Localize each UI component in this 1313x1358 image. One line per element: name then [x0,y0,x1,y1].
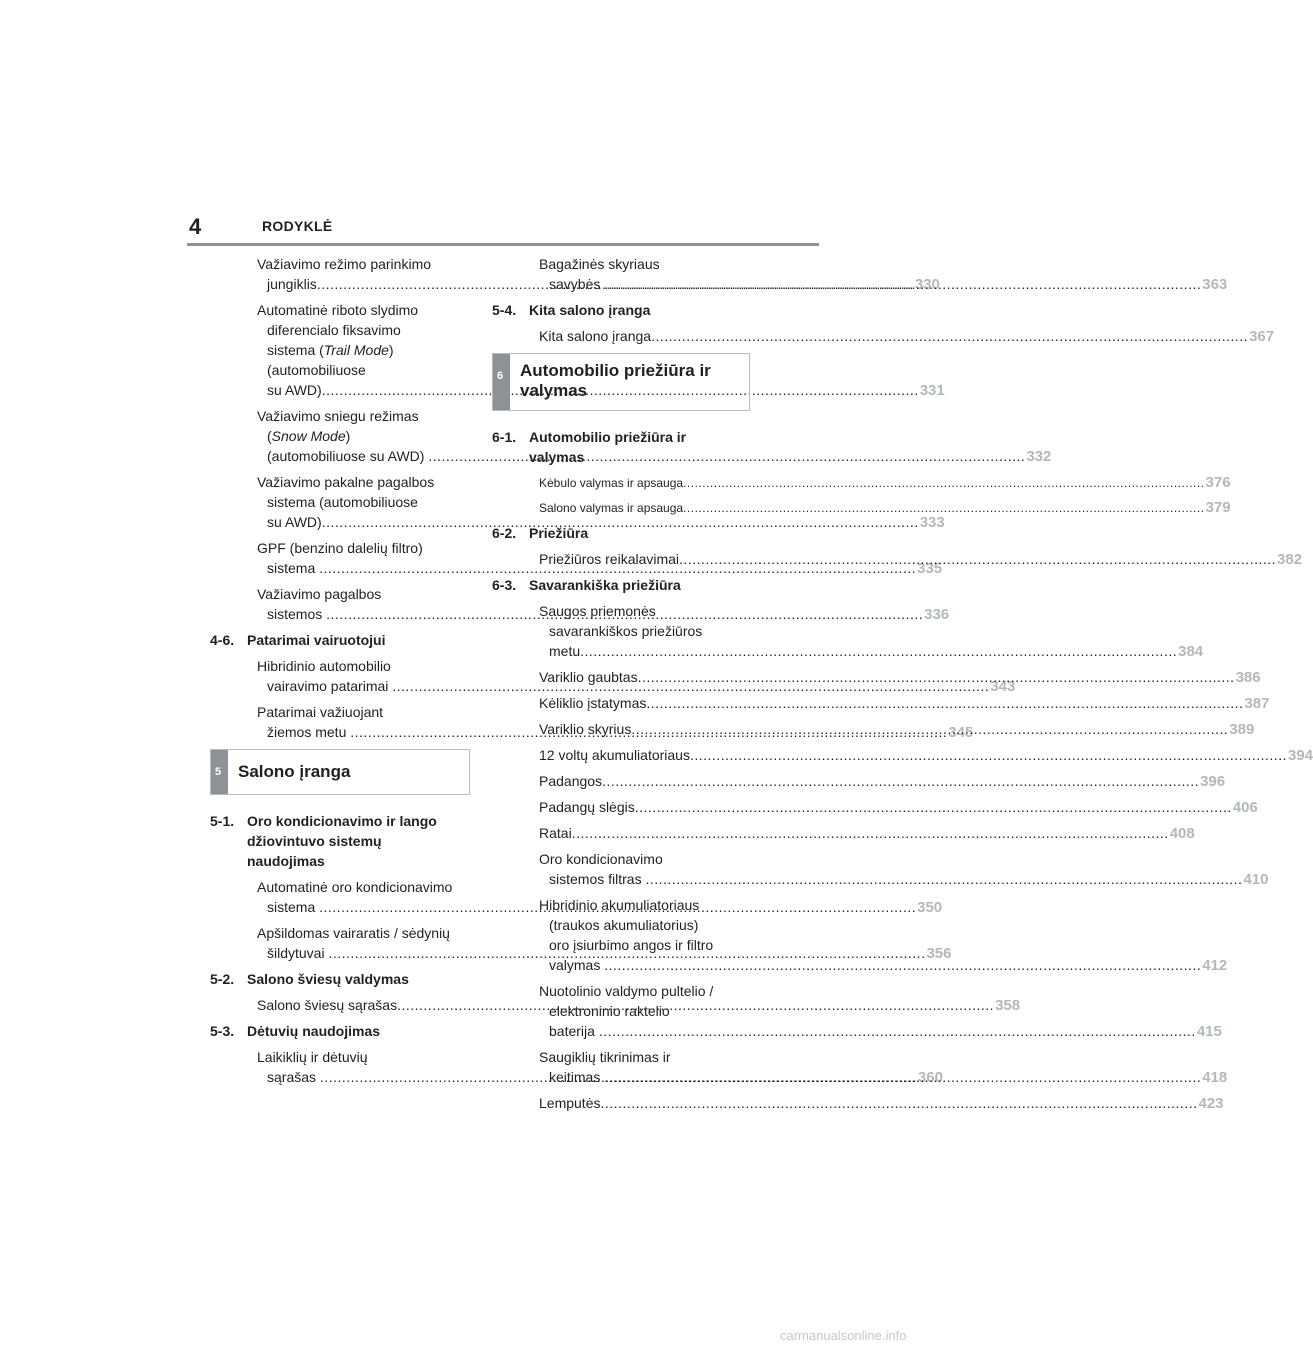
chapter-number: 5 [215,766,222,778]
page-number-link[interactable]: 333 [919,514,945,531]
entry-text: su AWD) [267,382,322,398]
entry-text-line: (Snow Mode) [267,428,351,444]
entry-text: Ratai [539,825,572,841]
entry-text-line: Automatinė oro kondicionavimo [257,879,453,895]
entry-text: šildytuvai [267,945,329,961]
section-title-line: džiovintuvo sistemų [247,833,382,849]
entry-text: Kėliklio įstatymas [539,695,647,711]
entry-last-line [539,326,1275,347]
page-number-link[interactable]: 356 [926,945,952,962]
page-number-link[interactable]: 335 [917,560,943,577]
page-number-link[interactable]: 418 [1202,1069,1228,1086]
entry-text-line: elektroninio raktelio [549,1003,670,1019]
entry-text: vairavimo patarimai [267,678,393,694]
dot-leader [604,1069,1201,1085]
section-title-line: Salono šviesų valdymas [247,971,409,987]
entry-last-line [539,797,1258,818]
toc-entry[interactable] [492,745,1313,766]
page-number-link[interactable]: 382 [1277,551,1303,568]
entry-text: Variklio skyrius [539,721,632,737]
entry-text: Variklio gaubtas [539,669,638,685]
section-number: 6-2. [492,525,517,541]
section-title-line: Patarimai vairuotojui [247,632,386,648]
toc-entry[interactable] [492,693,1270,714]
section-number: 4-6. [210,632,235,648]
entry-text-line: diferencialo fiksavimo [267,322,401,338]
toc-entry[interactable] [492,326,1275,347]
entry-text-line: Važiavimo pagalbos [257,586,382,602]
toc-entry[interactable] [492,473,1231,493]
entry-text-line: Važiavimo režimo parinkimo [257,256,432,272]
page-number-link[interactable]: 360 [917,1069,943,1086]
page-number-link[interactable]: 423 [1198,1095,1224,1112]
chapter-number: 6 [497,370,504,382]
toc-entry[interactable] [492,1093,1224,1114]
dot-leader [679,549,1276,569]
page-number-link[interactable]: 389 [1229,721,1255,738]
watermark: carmanualsonline.info [780,1328,907,1343]
entry-text-line: Apšildomas vairaratis / sėdynių [257,925,450,941]
page-number-link[interactable]: 387 [1244,695,1270,712]
page-number-link[interactable]: 331 [919,382,945,399]
toc-entry[interactable] [492,849,1269,890]
entry-text: Kėbulo valymas ir apsauga [539,476,684,490]
page-number-link[interactable]: 408 [1169,825,1195,842]
section-heading [492,300,750,320]
section-title-line: Automobilio priežiūra ir [529,429,687,445]
entry-text: sąrašas [267,1069,320,1085]
section-title-line: Dėtuvių naudojimas [247,1023,381,1039]
entry-text: sistemos [267,606,327,622]
chapter-tab [493,354,510,410]
entry-last-line [539,745,1313,766]
dot-leader [572,823,1169,843]
page-number-link[interactable]: 394 [1287,747,1313,764]
entry-text: žiemos metu [267,724,351,740]
entry-text-line: (traukos akumuliatorius) [549,917,699,933]
section-heading [210,969,470,989]
section-number: 6-3. [492,577,517,593]
toc-entry[interactable] [492,498,1231,518]
entry-text-line: Hibridinio akumuliatoriaus [539,897,700,913]
section-title-line: Oro kondicionavimo ir lango [247,813,437,829]
dot-leader [600,1093,1197,1113]
entry-text: Lemputės [539,1095,601,1111]
toc-entry[interactable] [492,823,1195,844]
entry-text: sistemos filtras [549,871,646,887]
entry-text: savybės [549,276,605,292]
entry-text: baterija [549,1023,599,1039]
section-number: 5-2. [210,971,235,987]
dot-leader [580,643,1177,659]
entry-text: keitimas [549,1069,605,1085]
section-number: 5-4. [492,302,517,318]
dot-leader [651,326,1248,346]
dot-leader [599,1023,1196,1039]
entry-text-line: savarankiškos priežiūros [549,623,703,639]
section-title-line: valymas [529,449,585,465]
page-number-link[interactable]: 332 [1026,448,1052,465]
entry-text: Padangos [539,773,603,789]
entry-text-line: sistema (automobiliuose [267,494,418,510]
toc-entry[interactable] [492,771,1226,792]
page-number-link[interactable]: 363 [1202,276,1228,293]
page-number-link[interactable]: 406 [1232,799,1258,816]
section-heading [210,630,470,650]
page-number-link[interactable]: 415 [1196,1023,1222,1040]
entry-text: sistema [267,560,320,576]
section-title-line: Savarankiška priežiūra [529,577,681,593]
entry-text: Kita salono įranga [539,328,652,344]
page-number-link[interactable]: 358 [995,997,1021,1014]
entry-text-line: Oro kondicionavimo [539,851,663,867]
chapter-banner [492,353,750,411]
section-title-line: naudojimas [247,853,325,869]
entry-text-line: GPF (benzino dalelių filtro) [257,540,423,556]
section-title-line: Priežiūra [529,525,589,541]
entry-text: valymas [549,957,605,973]
entry-text-line: Hibridinio automobilio [257,658,391,674]
entry-text-line: Nuotolinio valdymo pultelio / [539,983,714,999]
entry-text-line: Automatinė riboto slydimo [257,302,419,318]
section-heading [492,427,750,467]
section-heading [210,811,470,871]
dot-leader [602,771,1199,791]
chapter-title: Salono įranga [238,762,351,781]
entry-text-line: Patarimai važiuojant [257,704,384,720]
entry-text: 12 voltų akumuliatoriaus [539,747,690,763]
section-number: 5-1. [210,813,235,829]
dot-leader [646,693,1243,713]
entry-text: su AWD) [267,514,322,530]
page-number-link[interactable]: 384 [1178,643,1204,660]
page-number-link[interactable]: 330 [914,276,940,293]
page-number-link[interactable]: 386 [1235,669,1261,686]
dot-leader [690,745,1287,765]
entry-text: sistema [267,899,320,915]
page-number-link[interactable]: 396 [1200,773,1226,790]
dot-leader [638,667,1235,687]
entry-last-line [539,1021,1222,1042]
page-number-link[interactable]: 379 [1205,499,1231,516]
dot-leader [635,797,1232,817]
entry-text: jungiklis [267,276,317,292]
header-divider [187,243,819,246]
toc-entry[interactable] [492,797,1258,818]
section-heading [210,1021,470,1041]
section-title-line: Kita salono įranga [529,302,651,318]
page-number-link[interactable]: 343 [990,678,1016,695]
dot-leader [645,871,1242,887]
section-heading [492,523,750,543]
entry-last-line [539,955,1228,976]
chapter-title: Automobilio priežiūra ir valymas [520,361,711,400]
dot-leader [683,473,1204,493]
entry-text-line: Bagažinės skyriaus [539,256,660,272]
chapter-tab [211,750,228,794]
chapter-banner [210,749,470,795]
entry-text: (automobiliuose su AWD) [267,448,429,464]
entry-text-line: Laikiklių ir dėtuvių [257,1049,368,1065]
entry-text: metu [549,643,581,659]
entry-text-line: oro įsiurbimo angos ir filtro [549,937,714,953]
entry-text: Salono valymas ir apsauga [539,501,684,515]
entry-text: Salono šviesų sąrašas [257,997,398,1013]
entry-last-line [539,771,1226,792]
entry-last-line [539,869,1269,890]
entry-text-line: Važiavimo pakalne pagalbos [257,474,435,490]
dot-leader [683,498,1204,518]
dot-leader [604,957,1201,973]
page-number-link[interactable]: 336 [924,606,950,623]
section-number: 5-3. [210,1023,235,1039]
section-heading [492,575,750,595]
page-number-link[interactable]: 410 [1243,871,1269,888]
entry-text-line: (automobiliuose [267,362,366,378]
entry-text-line: Saugiklių tikrinimas ir [539,1049,671,1065]
entry-last-line [539,641,1204,662]
section-number: 6-1. [492,429,517,445]
entry-last-line [539,693,1270,714]
entry-last-line [539,1093,1224,1114]
entry-text: Padangų slėgis [539,799,635,815]
page-number-link[interactable]: 350 [917,899,943,916]
entry-text-line: Važiavimo sniegu režimas [257,408,419,424]
page-title: RODYKLĖ [262,218,333,234]
entry-text-line: Saugos priemonės [539,603,656,619]
entry-last-line [539,823,1195,844]
entry-text: Priežiūros reikalavimai [539,551,680,567]
page-number-link[interactable]: 367 [1249,328,1275,345]
page-number-link[interactable]: 345 [948,724,974,741]
dot-leader [604,276,1201,292]
entry-last-line [539,473,1231,493]
page-number: 4 [189,214,202,239]
page-number-link[interactable]: 376 [1205,474,1231,491]
entry-text-line: sistema (Trail Mode) [267,342,394,358]
entry-last-line [539,498,1231,518]
dot-leader [631,719,1228,739]
page-number-link[interactable]: 412 [1202,957,1228,974]
